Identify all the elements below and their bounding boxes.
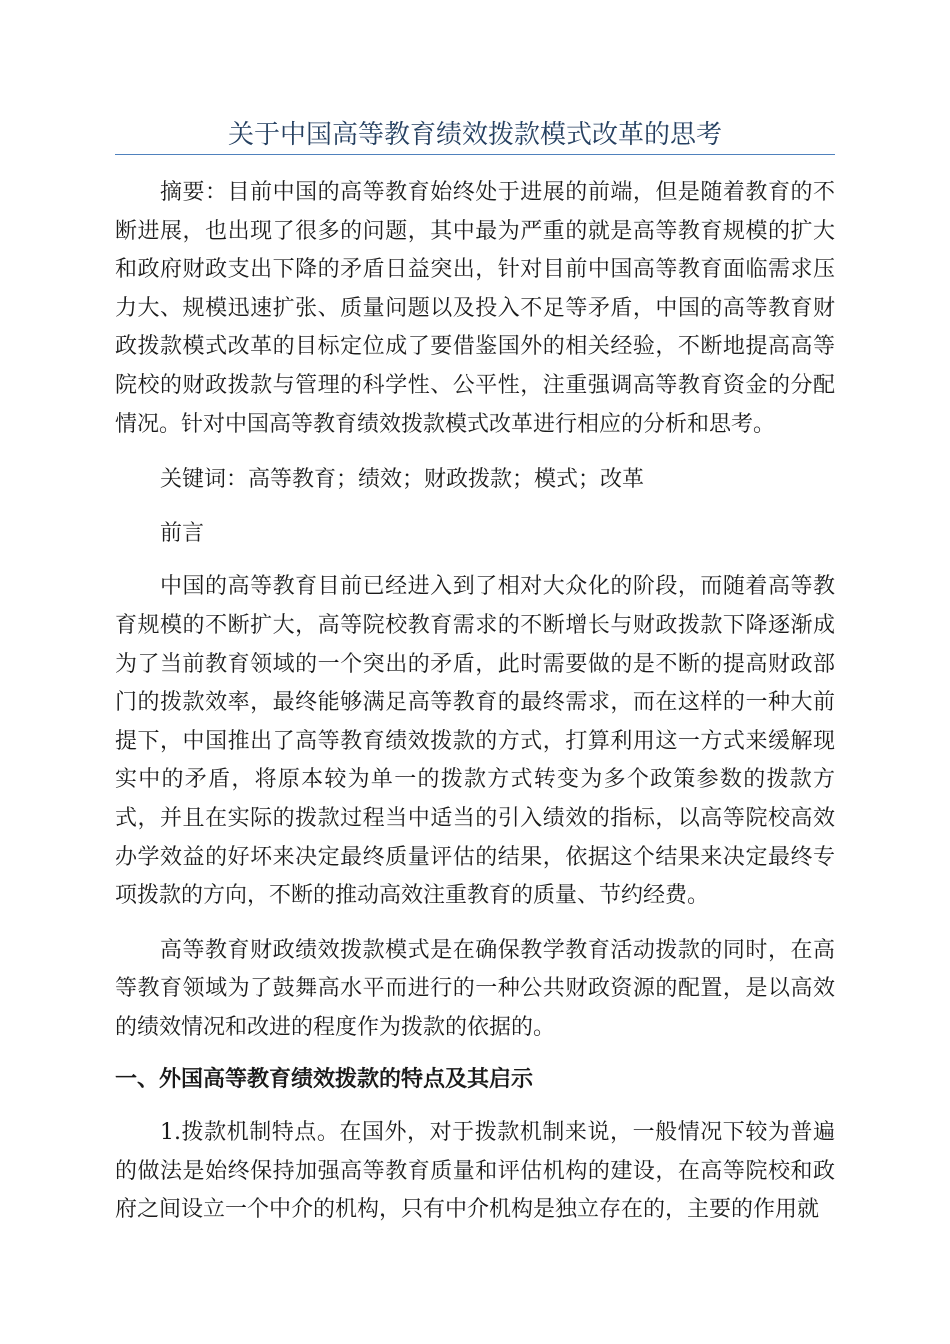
document-title: 关于中国高等教育绩效拨款模式改革的思考 xyxy=(227,120,722,150)
body-paragraph-2: 高等教育财政绩效拨款模式是在确保教学教育活动拨款的同时，在高等教育领域为了鼓舞高水平而进行的一种公共财政资源的配置，是以高效的绩效情况和改进的程度作为拨款的依据的。 xyxy=(115,937,835,1040)
keywords-paragraph: 关键词：高等教育；绩效；财政拨款；模式；改革 xyxy=(160,467,645,493)
preface-heading: 前言 xyxy=(160,520,205,546)
document-body xyxy=(115,174,835,1230)
section-1-paragraph-1: 1.拨款机制特点。在国外，对于拨款机制来说，一般情况下较为普遍的做法是始终保持加强高等教育质量和评估机构的建设，在高等院校和政府之间设立一个中介的机构，只有中介机构是独立存在的，主要的作用就 xyxy=(115,1120,835,1223)
title-underline xyxy=(115,154,835,155)
abstract-paragraph: 摘要：目前中国的高等教育始终处于进展的前端，但是随着教育的不断进展，也出现了很多的问题，其中最为严重的就是高等教育规模的扩大和政府财政支出下降的矛盾日益突出，针对目前中国高等教育面临需求压力大、规模迅速扩张、质量问题以及投入不足等矛盾，中国的高等教育财政拨款模式改革的目标定位成了要借鉴国外的相关经验，不断地提高高等院校的财政拨款与管理的科学性、公平性，注重强调高等教育资金的分配情况。针对中国高等教育绩效拨款模式改革进行相应的分析和思考。 xyxy=(115,180,835,437)
body-paragraph-1: 中国的高等教育目前已经进入到了相对大众化的阶段，而随着高等教育规模的不断扩大，高等院校教育需求的不断增长与财政拨款下降逐渐成为了当前教育领域的一个突出的矛盾，此时需要做的是不断的提高财政部门的拨款效率，最终能够满足高等教育的最终需求，而在这样的一种大前提下，中国推出了高等教育绩效拨款的方式，打算利用这一方式来缓解现实中的矛盾，将原本较为单一的拨款方式转变为多个政策参数的拨款方式，并且在实际的拨款过程当中适当的引入绩效的指标，以高等院校高效办学效益的好坏来决定最终质量评估的结果，依据这个结果来决定最终专项拨款的方向，不断的推动高效注重教育的质量、节约经费。 xyxy=(115,574,835,909)
section-heading-1: 一、外国高等教育绩效拨款的特点及其启示 xyxy=(115,1067,534,1093)
